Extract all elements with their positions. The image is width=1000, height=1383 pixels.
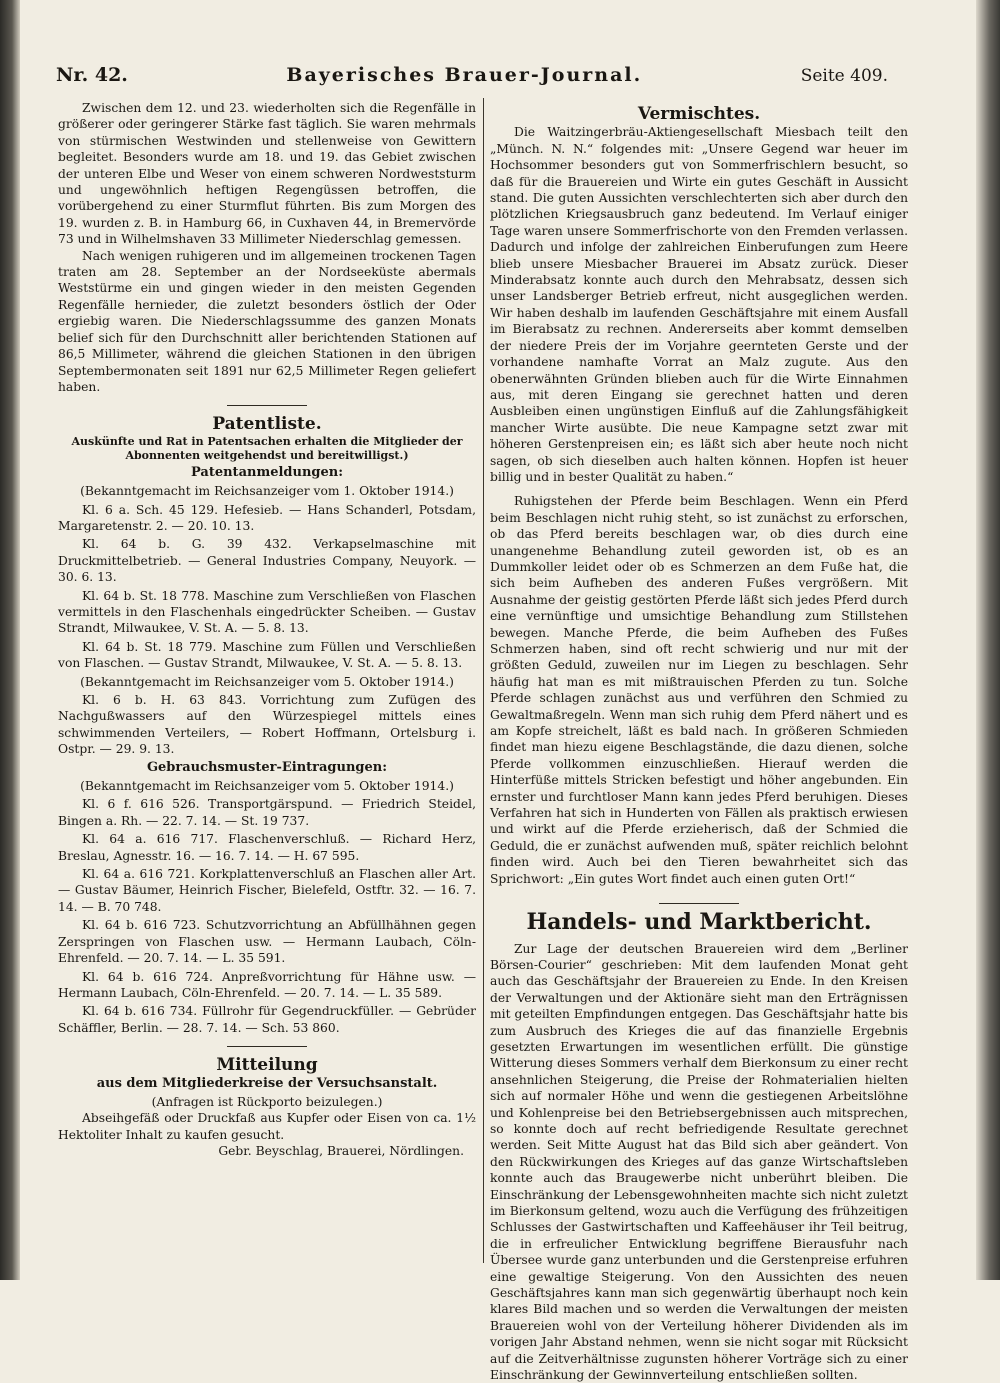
publication-note: (Bekanntgemacht im Reichsanzeiger vom 1. Oktober 1914.)	[58, 483, 476, 499]
patent-entry: Kl. 6 b. H. 63 843. Vorrichtung zum Zufügen des Nachgußwassers auf den Würzespiegel mittels eines schwimmenden Verteilers, — Robert Hoffmann, Ortelsburg i. Ostpr. — 29. 9. 13.	[58, 692, 476, 758]
mitteilung-subtitle: aus dem Mitgliederkreise der Versuchsanstalt.	[58, 1076, 476, 1092]
mitteilung-text: Abseihgefäß oder Druckfaß aus Kupfer oder Eisen von ca. 1½ Hektoliter Inhalt zu kaufen gesucht.	[58, 1110, 476, 1143]
utility-model-entry: Kl. 64 b. 616 724. Anpreßvorrichtung für Hähne usw. — Hermann Laubach, Cöln-Ehrenfeld. — 20. 7. 14. — L. 35 589.	[58, 969, 476, 1002]
issue-number: Nr. 42.	[56, 64, 128, 86]
patent-entry: Kl. 64 b. St. 18 778. Maschine zum Verschließen von Flaschen vermittels in den Flaschenhals eingedrückter Scheiben. — Gustav Strandt, Milwaukee, V. St. A. — 5. 8. 13.	[58, 588, 476, 637]
left-column	[58, 100, 476, 1160]
patent-entry: Kl. 64 b. St. 18 779. Maschine zum Füllen und Verschließen von Flaschen. — Gustav Strandt, Milwaukee, V. St. A. — 5. 8. 13.	[58, 639, 476, 672]
weather-paragraph: Zwischen dem 12. und 23. wiederholten sich die Regenfälle in größerer oder geringerer Stärke fast täglich. Sie waren mehrmals von stürmischen Westwinden und stellenweise von Gewittern begleitet. Besonders wurde am 18. und 19. das Gebiet zwischen der unteren Elbe und Weser von einem schweren Nordweststurm und ungewöhnlich heftigen Regengüssen betroffen, die vorübergehend zu einer Sturmflut führten. Bis zum Morgen des 19. wurden z. B. in Hamburg 66, in Cuxhaven 44, in Bremervörde 73 und in Wilhelmshaven 33 Millimeter Niederschlag gemessen.	[58, 100, 476, 248]
utility-model-entry: Kl. 64 a. 616 721. Korkplattenverschluß an Flaschen aller Art. — Gustav Bäumer, Heinrich Fischer, Bielefeld, Ostftr. 32. — 16. 7. 14. — B. 70 748.	[58, 866, 476, 915]
page-number: Seite 409.	[801, 66, 888, 86]
section-rule	[227, 1046, 307, 1047]
vermischtes-title: Vermischtes.	[490, 106, 908, 122]
handel-title: Handels- und Marktbericht.	[490, 914, 908, 930]
handel-paragraph: Zur Lage der deutschen Brauereien wird dem „Berliner Börsen-Courier“ geschrieben: Mit dem laufenden Monat geht auch das Geschäftsjahr der Brauereien zu Ende. In den Kreisen der Verwaltungen und der Aktionäre sieht man den Erträgnissen mit geteilten Empfindungen entgegen. Das Geschäftsjahr hatte bis zum Ausbruch des Krieges die auf das finanzielle Ergebnis gesetzten Erwartungen im wesentlichen erfüllt. Die günstige Witterung dieses Sommers verhalf dem Bierkonsum zu einer recht ansehnlichen Steigerung, die Preise der Rohmaterialien hielten sich auf normaler Höhe und wenn die gestiegenen Arbeitslöhne und Kohlenpreise bei den Betriebsergebnissen auch mitsprechen, so konnte doch auf recht befriedigende Resultate gerechnet werden. Seit Mitte August hat das Bild sich aber geändert. Von den Rückwirkungen des Krieges auf das ganze Wirtschaftsleben konnte auch das Braugewerbe nicht unberührt bleiben. Die Einschränkung der Lebensgewohnheiten machte sich nicht zuletzt im Bierkonsum geltend, wozu auch die Verfügung des frühzeitigen Schlusses der Gastwirtschaften und Kaffeehäuser ihr Teil beitrug, die in erfreulicher Entwicklung begriffene Bierausfuhr nach Übersee wurde ganz unterbunden und die Gerstenpreise erfuhren eine gewaltige Steigerung. Von den Aussichten des neuen Geschäftsjahres kann man sich gegenwärtig überhaupt noch kein klares Bild machen und so werden die Verwaltungen der meisten Brauereien wohl von der Verteilung höherer Dividenden als im vorigen Jahr Abstand nehmen, wenn sie nicht sogar mit Rücksicht auf die Zeitverhältnisse zugunsten höherer Vorträge sich zu einer Einschränkung der Gewinnverteilung entschließen sollten.	[490, 941, 908, 1383]
scan-right-edge	[976, 0, 1000, 1280]
utility-model-entry: Kl. 64 b. 616 723. Schutzvorrichtung an Abfüllhähnen gegen Zerspringen von Flaschen usw. — Hermann Laubach, Cöln-Ehrenfeld. — 20. 7. 14. — L. 35 591.	[58, 917, 476, 966]
utility-model-entry: Kl. 64 a. 616 717. Flaschenverschluß. — Richard Herz, Breslau, Agnesstr. 16. — 16. 7. 14. — H. 67 595.	[58, 831, 476, 864]
patent-applications-heading: Patentanmeldungen:	[58, 465, 476, 481]
patent-title: Patentliste.	[58, 416, 476, 432]
patent-entry: Kl. 6 a. Sch. 45 129. Hefesieb. — Hans Schanderl, Potsdam, Margaretenstr. 2. — 20. 10. 13.	[58, 502, 476, 535]
vermischtes-paragraph: Die Waitzingerbräu-Aktiengesellschaft Miesbach teilt den „Münch. N. N.“ folgendes mit: „Unsere Gegend war heuer im Hochsommer besonders gut von Sommerfrischlern besucht, so daß für die Brauereien und Wirte ein gutes Geschäft in Aussicht stand. Die guten Aussichten verschlechterten sich aber durch den plötzlichen Kriegsausbruch ganz bedeutend. Im Verlauf einiger Tage waren unsere Sommerfrischorte von den Fremden verlassen. Dadurch und infolge der zahlreichen Einberufungen zum Heere blieb unsere Miesbacher Brauerei im Absatz zurück. Dieser Minderabsatz konnte auch durch den Mehrabsatz, dessen sich unser Landsberger Betrieb erfreut, nicht ausgeglichen werden. Wir haben deshalb im laufenden Geschäftsjahre mit einem Ausfall im Bierabsatz zu rechnen. Andererseits aber kommt demselben der niedere Preis der im Vorjahre geernteten Gerste und der vorhandene namhafte Vorrat an Malz zugute. Aus den obenerwähnten Gründen blieben auch für die Wirte Einnahmen aus, mit deren Eingang sie gerechnet hatten und deren Ausbleiben einen ungünstigen Einfluß auf die Zahlungsfähigkeit mancher Wirte ausübte. Die neue Kampagne setzt zwar mit höheren Gerstenpreisen ein; es läßt sich aber heute noch nicht sagen, ob sich dieselben auch halten können. Hopfen ist heuer billig und in bester Qualität zu haben.“	[490, 124, 908, 485]
page-header	[56, 64, 888, 92]
mitteilung-note: (Anfragen ist Rückporto beizulegen.)	[58, 1094, 476, 1110]
weather-paragraph: Nach wenigen ruhigeren und im allgemeinen trockenen Tagen traten am 28. September an der Nordseeküste abermals Weststürme ein und gingen wieder in den meisten Gegenden Regenfälle hernieder, die zuletzt besonders östlich der Oder ergiebig waren. Die Niederschlagssumme des ganzen Monats belief sich für den Durchschnitt aller berichtenden Stationen auf 86,5 Millimeter, während die gleichen Stationen in den übrigen Septembermonaten seit 1891 nur 62,5 Millimeter Regen geliefert haben.	[58, 248, 476, 396]
vermischtes-paragraph: Ruhigstehen der Pferde beim Beschlagen. Wenn ein Pferd beim Beschlagen nicht ruhig steht, so ist zunächst zu erforschen, ob das Pferd bereits beschlagen war, ob dies durch eine unangenehme Behandlung zuteil geworden ist, ob es an Dummkoller leidet oder ob es Schmerzen an dem Fuße hat, die sich beim Aufheben des anderen Fußes vergrößern. Mit Ausnahme der geistig gestörten Pferde läßt sich jedes Pferd durch eine vernünftige und umsichtige Behandlung zum Stillstehen bewegen. Manche Pferde, die beim Aufheben des Fußes Schmerzen haben, sind oft recht schwierig und nur mit der größten Geduld, zuweilen nur im Liegen zu beschlagen. Sehr häufig hat man es mit mißtrauischen Pferden zu tun. Solche Pferde schlagen zunächst aus und verführen den Schmied zu Gewaltmaßregeln. Wenn man sich ruhig dem Pferd nähert und es am Kopfe streichelt, läßt es bald nach. In größeren Schmieden findet man hiezu eigene Beschlagstände, die dazu dienen, solche Pferde vollkommen einzuschließen. Hierauf werden die Hinterfüße mittels Stricken befestigt und höher angebunden. Ein ernster und furchtloser Mann kann jedes Pferd beruhigen. Dieses Verfahren hat sich in Hunderten von Fällen als praktisch erwiesen und wirkt auf die Pferde erzieherisch, daß der Schmied die Geduld, die er zunächst aufwenden muß, später reichlich belohnt finden wird. Auch bei den Tieren bewahrheitet sich das Sprichwort: „Ein gutes Wort findet auch einen guten Ort!“	[490, 493, 908, 887]
utility-model-heading: Gebrauchsmuster-Eintragungen:	[58, 760, 476, 776]
publication-note: (Bekanntgemacht im Reichsanzeiger vom 5. Oktober 1914.)	[58, 674, 476, 690]
mitteilung-title: Mitteilung	[58, 1057, 476, 1073]
patent-entry: Kl. 64 b. G. 39 432. Verkapselmaschine mit Druckmittelbetrieb. — General Industries Company, Neuyork. — 30. 6. 13.	[58, 536, 476, 585]
scan-left-edge	[0, 0, 20, 1280]
mitteilung-signature: Gebr. Beyschlag, Brauerei, Nördlingen.	[58, 1143, 476, 1159]
utility-model-entry: Kl. 6 f. 616 526. Transportgärspund. — Friedrich Steidel, Bingen a. Rh. — 22. 7. 14. — St. 19 737.	[58, 796, 476, 829]
publication-note: (Bekanntgemacht im Reichsanzeiger vom 5. Oktober 1914.)	[58, 778, 476, 794]
section-rule	[659, 903, 739, 904]
patent-note: Auskünfte und Rat in Patentsachen erhalten die Mitglieder der Abonnenten weitgehendst und bereitwilligst.)	[58, 435, 476, 463]
journal-title: Bayerisches Brauer-Journal.	[286, 64, 642, 86]
section-rule	[227, 405, 307, 406]
utility-model-entry: Kl. 64 b. 616 734. Füllrohr für Gegendruckfüller. — Gebrüder Schäffler, Berlin. — 28. 7. 14. — Sch. 53 860.	[58, 1003, 476, 1036]
column-divider	[483, 98, 484, 1263]
right-column	[490, 100, 908, 1383]
